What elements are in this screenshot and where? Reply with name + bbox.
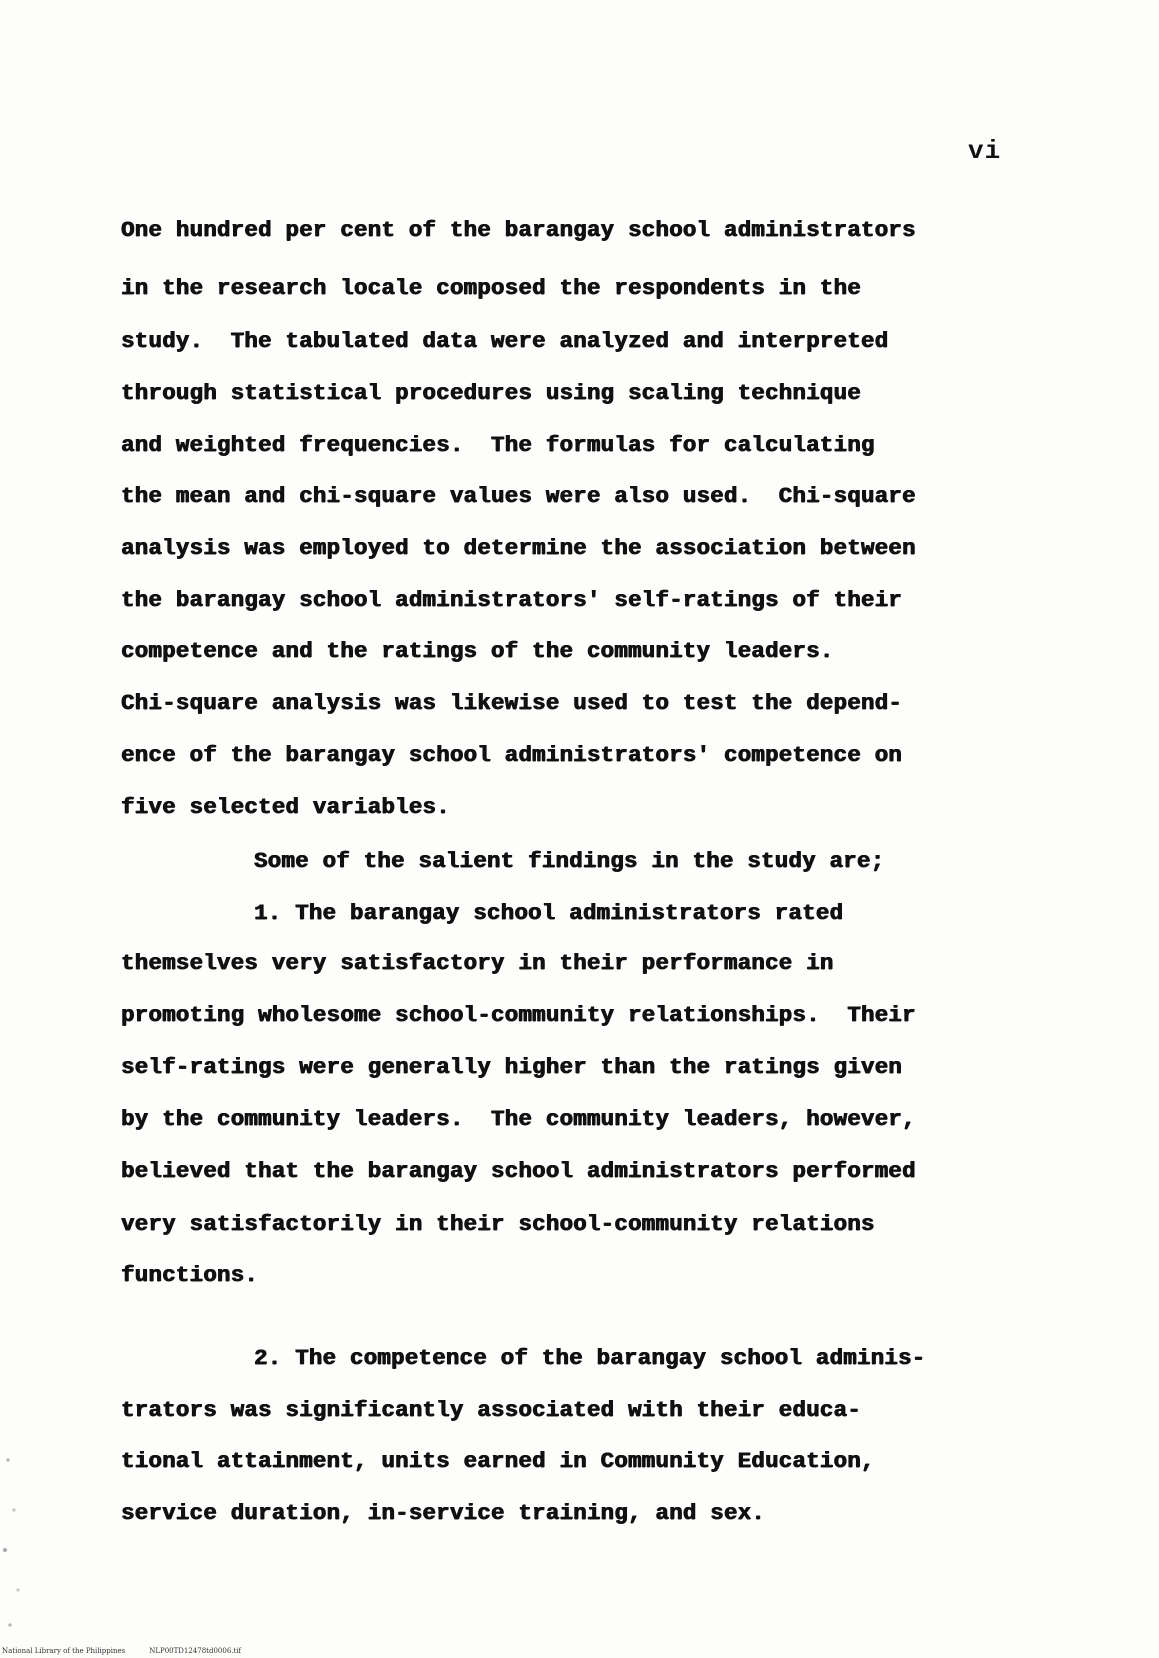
- text-line: tional attainment, units earned in Community Education,: [121, 1448, 875, 1474]
- text-line: five selected variables.: [121, 794, 450, 820]
- text-line: through statistical procedures using scaling technique: [121, 380, 861, 406]
- scan-artifact: [0, 1440, 30, 1640]
- footer-filename: NLP00TD12478td0006.tif: [149, 1647, 242, 1655]
- scan-footer: [2, 1647, 265, 1655]
- text-line: Chi-square analysis was likewise used to test the depend-: [121, 690, 903, 716]
- text-line: study. The tabulated data were analyzed and interpreted: [121, 328, 889, 354]
- text-line: very satisfactorily in their school-community relations: [121, 1211, 875, 1237]
- text-line: functions.: [121, 1262, 259, 1288]
- finding-1-line: 1. The barangay school administrators rated: [254, 900, 844, 926]
- text-line: and weighted frequencies. The formulas for calculating: [121, 432, 875, 458]
- text-line: competence and the ratings of the community leaders.: [121, 638, 834, 664]
- text-line: service duration, in-service training, and sex.: [121, 1500, 766, 1526]
- text-line: analysis was employed to determine the association between: [121, 535, 916, 561]
- text-line: One hundred per cent of the barangay school administrators: [121, 217, 916, 243]
- finding-2-line: 2. The competence of the barangay school adminis-: [254, 1345, 926, 1371]
- text-line: ence of the barangay school administrators' competence on: [121, 742, 903, 768]
- text-line: by the community leaders. The community leaders, however,: [121, 1106, 916, 1132]
- text-line: Some of the salient findings in the study are;: [254, 848, 885, 874]
- text-line: in the research locale composed the respondents in the: [121, 275, 861, 301]
- text-line: believed that the barangay school administrators performed: [121, 1158, 916, 1184]
- text-line: self-ratings were generally higher than the ratings given: [121, 1054, 903, 1080]
- text-line: trators was significantly associated with their educa-: [121, 1397, 861, 1423]
- text-line: the mean and chi-square values were also used. Chi-square: [121, 483, 916, 509]
- page-number: vi: [968, 136, 1002, 166]
- text-line: promoting wholesome school-community relationships. Their: [121, 1002, 916, 1028]
- footer-library: National Library of the Philippines: [2, 1647, 126, 1655]
- text-line: themselves very satisfactory in their performance in: [121, 950, 834, 976]
- text-line: the barangay school administrators' self-ratings of their: [121, 587, 903, 613]
